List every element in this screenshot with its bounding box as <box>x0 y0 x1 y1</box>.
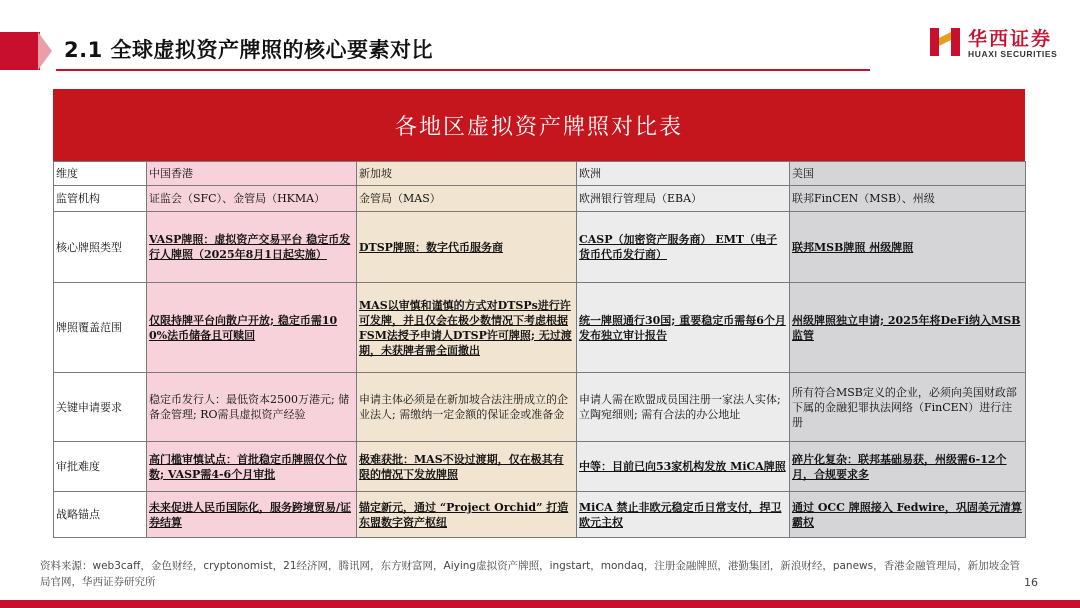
cell-europe: MiCA 禁止非欧元稳定币日常支付，捍卫欧元主权 <box>577 492 790 538</box>
cell-hongkong: VASP牌照：虚拟资产交易平台 稳定币发行人牌照（2025年8月1日起实施） <box>147 212 357 283</box>
column-header-usa: 美国 <box>790 162 1026 186</box>
page-title: 2.1 全球虚拟资产牌照的核心要素对比 <box>64 38 434 62</box>
row-label: 核心牌照类型 <box>54 212 147 283</box>
cell-usa: 州级牌照独立申请; 2025年将DeFi纳入MSB监管 <box>790 283 1026 373</box>
cell-usa: 所有符合MSB定义的企业，必须向美国财政部下属的金融犯罪执法网络（FinCEN）进行注册 <box>790 373 1026 442</box>
column-header-singapore: 新加坡 <box>357 162 577 186</box>
cell-hongkong: 稳定币发行人：最低资本2500万港元; 储备金管理; RO需具虚拟资产经验 <box>147 373 357 442</box>
cell-singapore: 申请主体必须是在新加坡合法注册成立的企业法人; 需缴纳一定金额的保证金或准备金 <box>357 373 577 442</box>
table-row <box>54 442 1026 492</box>
cell-singapore: 锚定新元，通过 “Project Orchid” 打造东盟数字资产枢纽 <box>357 492 577 538</box>
comparison-grid <box>53 161 1026 538</box>
huaxi-logo-icon <box>928 24 962 58</box>
column-header-dimension: 维度 <box>54 162 147 186</box>
table-row <box>54 492 1026 538</box>
table-row <box>54 186 1026 212</box>
row-label: 监管机构 <box>54 186 147 212</box>
cell-singapore: DTSP牌照：数字代币服务商 <box>357 212 577 283</box>
row-label: 牌照覆盖范围 <box>54 283 147 373</box>
page-number: 16 <box>1024 576 1038 589</box>
cell-singapore: 极难获批：MAS不设过渡期，仅在极其有限的情况下发放牌照 <box>357 442 577 492</box>
cell-europe: 申请人需在欧盟成员国注册一家法人实体; 立陶宛细则; 需有合法的办公地址 <box>577 373 790 442</box>
table-header-row <box>54 162 1026 186</box>
cell-usa: 联邦FinCEN（MSB）、州级 <box>790 186 1026 212</box>
table-row <box>54 212 1026 283</box>
header-accent-chevron-light <box>38 32 52 70</box>
table-row <box>54 283 1026 373</box>
column-header-hongkong: 中国香港 <box>147 162 357 186</box>
logo-english-name: HUAXI SECURITIES <box>968 49 1058 59</box>
cell-usa: 通过 OCC 牌照接入 Fedwire，巩固美元清算霸权 <box>790 492 1026 538</box>
huaxi-logo <box>928 22 1068 62</box>
cell-singapore: MAS以审慎和谨慎的方式对DTSPs进行许可发牌，并且仅会在极少数情况下考虑根据FSM法授予申请人DTSP许可牌照; 无过渡期，未获牌者需全面撤出 <box>357 283 577 373</box>
cell-europe: 统一牌照通行30国; 重要稳定币需每6个月发布独立审计报告 <box>577 283 790 373</box>
table-title: 各地区虚拟资产牌照对比表 <box>53 89 1025 161</box>
row-label: 关键申请要求 <box>54 373 147 442</box>
comparison-table <box>53 89 1025 538</box>
column-header-europe: 欧洲 <box>577 162 790 186</box>
cell-hongkong: 证监会（SFC）、金管局（HKMA） <box>147 186 357 212</box>
row-label: 审批难度 <box>54 442 147 492</box>
cell-europe: 中等：目前已向53家机构发放 MiCA牌照 <box>577 442 790 492</box>
cell-hongkong: 仅限持牌平台向散户开放; 稳定币需100%法币储备且可赎回 <box>147 283 357 373</box>
table-row <box>54 373 1026 442</box>
header-divider <box>56 69 870 71</box>
footer-bar <box>0 600 1080 608</box>
cell-singapore: 金管局（MAS） <box>357 186 577 212</box>
logo-chinese-name: 华西证券 <box>968 28 1053 50</box>
cell-hongkong: 未来促进人民币国际化，服务跨境贸易/证券结算 <box>147 492 357 538</box>
cell-hongkong: 高门槛审慎试点：首批稳定币牌照仅个位数; VASP需4-6个月审批 <box>147 442 357 492</box>
cell-usa: 联邦MSB牌照 州级牌照 <box>790 212 1026 283</box>
cell-europe: 欧洲银行管理局（EBA） <box>577 186 790 212</box>
row-label: 战略锚点 <box>54 492 147 538</box>
cell-europe: CASP（加密资产服务商） EMT（电子货币代币发行商） <box>577 212 790 283</box>
source-note: 资料来源：web3caff，金色财经，cryptonomist，21经济网，腾讯网，东方财富网，Aiying虚拟资产牌照，ingstart，mondaq，注册金融牌照，港勤集团，新浪财经，panews，香港金融管理局，新加坡金管局官网，华西证券研究所 <box>40 560 1021 588</box>
cell-usa: 碎片化复杂：联邦基础易获，州级需6-12个月，合规要求多 <box>790 442 1026 492</box>
